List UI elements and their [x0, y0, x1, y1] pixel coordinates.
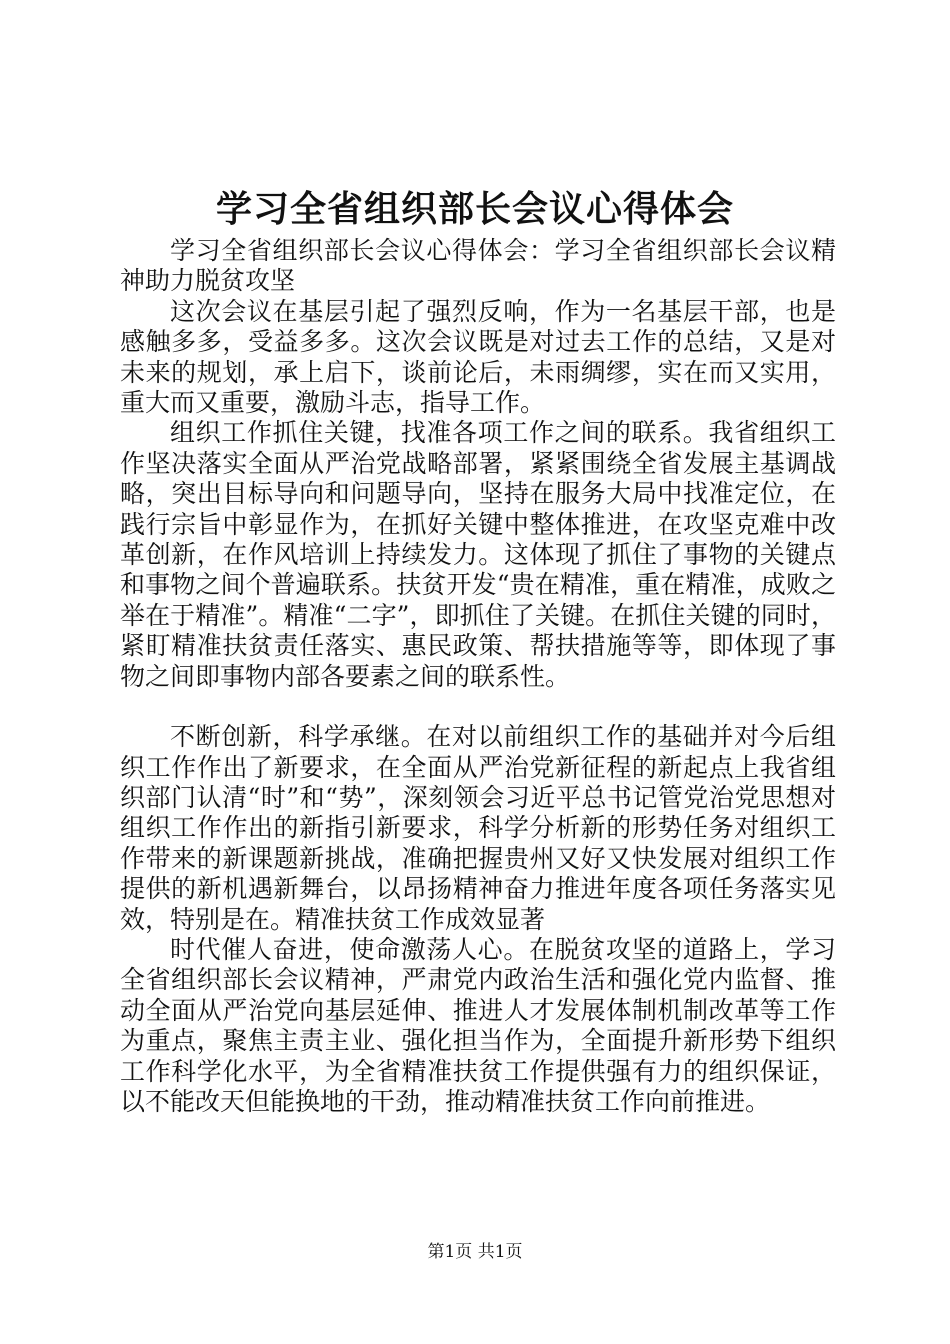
paragraph-gap [120, 692, 836, 722]
paragraph-key-points: 组织工作抓住关键，找准各项工作之间的联系。我省组织工作坚决落实全面从严治党战略部署，紧紧围绕全省发展主基调战略，突出目标导向和问题导向，坚持在服务大局中找准定位，在践行宗旨中彰显作为，在抓好关键中整体推进，在攻坚克难中改革创新，在作风培训上持续发力。这体现了抓住了事物的关键点和事物之间个普遍联系。扶贫开发“贵在精准，重在精准，成败之举在于精准”。精准“二字”，即抓住了关键。在抓住关键的同时，紧盯精准扶贫责任落实、惠民政策、帮扶措施等等，即体现了事物之间即事物内部各要素之间的联系性。 [120, 418, 836, 691]
page-footer: 第1页 共1页 [427, 1242, 523, 1262]
document-body [120, 236, 836, 1117]
paragraph-era-mission: 时代催人奋进，使命激荡人心。在脱贫攻坚的道路上，学习全省组织部长会议精神，严肃党内政治生活和强化党内监督、推动全面从严治党向基层延伸、推进人才发展体制机制改革等工作为重点，聚焦主责主业、强化担当作为，全面提升新形势下组织工作科学化水平，为全省精准扶贫工作提供强有力的组织保证，以不能改天但能换地的干劲，推动精准扶贫工作向前推进。 [120, 934, 836, 1116]
paragraph-innovation: 不断创新，科学承继。在对以前组织工作的基础并对今后组织工作作出了新要求，在全面从严治党新征程的新起点上我省组织部门认清“时”和“势”，深刻领会习近平总书记管党治党思想对组织工作作出的新指引新要求，科学分析新的形势任务对组织工作带来的新课题新挑战，准确把握贵州又好又快发展对组织工作提供的新机遇新舞台，以昂扬精神奋力推进年度各项任务落实见效，特别是在。精准扶贫工作成效显著 [120, 722, 836, 934]
paragraph-meeting-response: 这次会议在基层引起了强烈反响，作为一名基层干部，也是感触多多，受益多多。这次会议既是对过去工作的总结，又是对未来的规划，承上启下，谈前论后，未雨绸缪，实在而又实用，重大而又重要，激励斗志，指导工作。 [120, 296, 836, 418]
paragraph-subtitle: 学习全省组织部长会议心得体会：学习全省组织部长会议精神助力脱贫攻坚 [120, 236, 836, 296]
document-title: 学习全省组织部长会议心得体会 [215, 188, 734, 230]
